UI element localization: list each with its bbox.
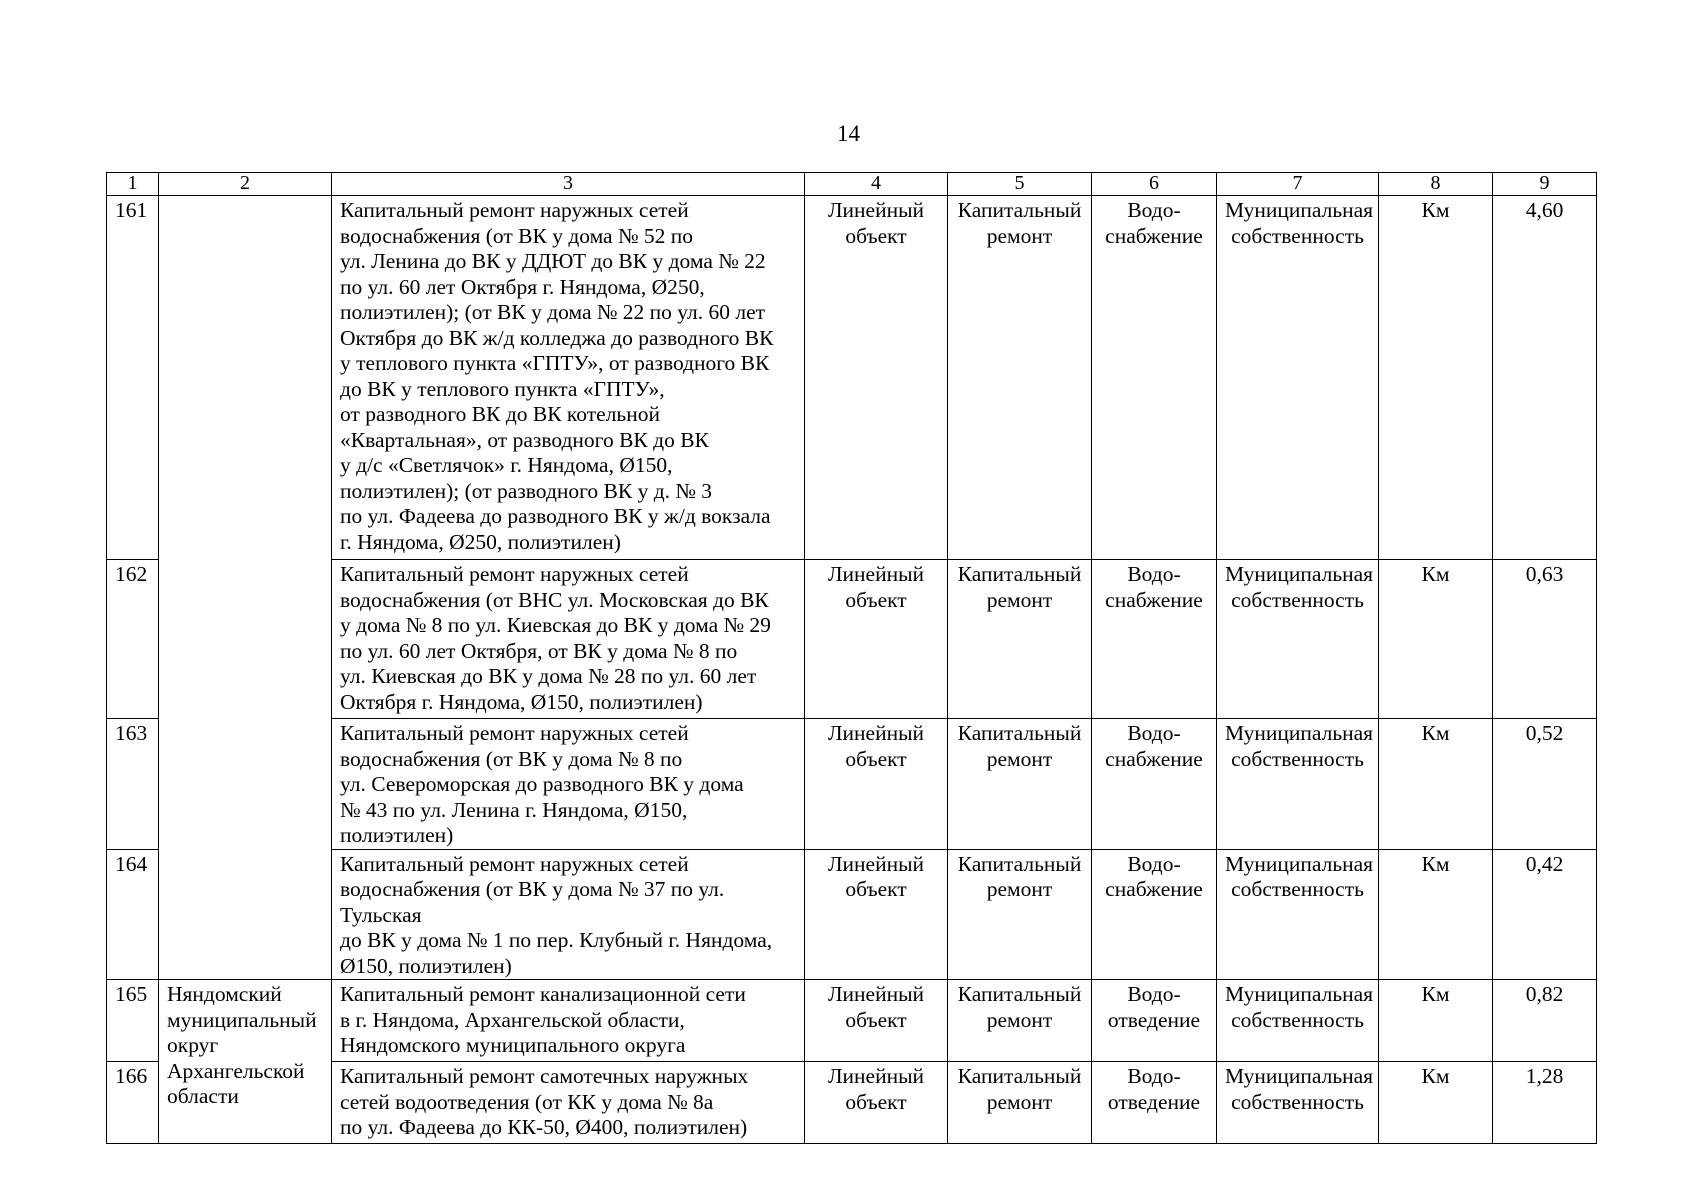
row-sector: Водо- снабжение	[1092, 560, 1217, 719]
column-header: 8	[1379, 173, 1493, 196]
row-sector: Водо- отведение	[1092, 1062, 1217, 1144]
row-number: 164	[107, 849, 159, 980]
column-header: 6	[1092, 173, 1217, 196]
row-object-type: Линейный объект	[805, 196, 948, 560]
row-work-type: Капитальный ремонт	[948, 849, 1092, 980]
row-value: 0,82	[1493, 980, 1597, 1062]
row-description: Капитальный ремонт наружных сетей водоснабжения (от ВНС ул. Московская до ВК у дома № 8 по ул. Киевская до ВК у дома № 29 по ул. 60 лет Октября, от ВК у дома № 8 по ул. Киевская до ВК у дома № 28 по ул. 60 лет Октября г. Няндома, Ø150, полиэтилен)	[332, 560, 805, 719]
row-work-type: Капитальный ремонт	[948, 980, 1092, 1062]
row-value: 1,28	[1493, 1062, 1597, 1144]
row-unit: Км	[1379, 980, 1493, 1062]
row-unit: Км	[1379, 849, 1493, 980]
row-work-type: Капитальный ремонт	[948, 196, 1092, 560]
row-number: 162	[107, 560, 159, 719]
row-description: Капитальный ремонт самотечных наружных сетей водоотведения (от КК у дома № 8а по ул. Фадеева до КК-50, Ø400, полиэтилен)	[332, 1062, 805, 1144]
row-unit: Км	[1379, 560, 1493, 719]
row-work-type: Капитальный ремонт	[948, 560, 1092, 719]
row-unit: Км	[1379, 1062, 1493, 1144]
row-number: 161	[107, 196, 159, 560]
row-number: 163	[107, 719, 159, 850]
row-sector: Водо- снабжение	[1092, 849, 1217, 980]
table-row	[107, 980, 1597, 1062]
row-sector: Водо- снабжение	[1092, 719, 1217, 850]
column-header: 3	[332, 173, 805, 196]
column-header-row	[107, 173, 1597, 196]
group-cell-municipality: Няндомский муниципальный округ Архангельской области	[159, 980, 332, 1144]
row-object-type: Линейный объект	[805, 719, 948, 850]
row-number: 165	[107, 980, 159, 1062]
row-work-type: Капитальный ремонт	[948, 719, 1092, 850]
row-value: 4,60	[1493, 196, 1597, 560]
row-description: Капитальный ремонт наружных сетей водоснабжения (от ВК у дома № 52 по ул. Ленина до ВК у ДДЮТ до ВК у дома № 22 по ул. 60 лет Октября г. Няндома, Ø250, полиэтилен); (от ВК у дома № 22 по ул. 60 лет Октября до ВК ж/д колледжа до разводного ВК у теплового пункта «ГПТУ», от разводного ВК до ВК у теплового пункта «ГПТУ», от разводного ВК до ВК котельной «Квартальная», от разводного ВК до ВК у д/с «Светлячок» г. Няндома, Ø150, полиэтилен); (от разводного ВК у д. № 3 по ул. Фадеева до разводного ВК у ж/д вокзала г. Няндома, Ø250, полиэтилен)	[332, 196, 805, 560]
row-sector: Водо- снабжение	[1092, 196, 1217, 560]
row-object-type: Линейный объект	[805, 849, 948, 980]
page-number: 14	[837, 121, 860, 146]
row-description: Капитальный ремонт наружных сетей водоснабжения (от ВК у дома № 8 по ул. Североморская до разводного ВК у дома № 43 по ул. Ленина г. Няндома, Ø150, полиэтилен)	[332, 719, 805, 850]
table-row	[107, 196, 1597, 560]
row-description: Капитальный ремонт наружных сетей водоснабжения (от ВК у дома № 37 по ул. Тульская до ВК у дома № 1 по пер. Клубный г. Няндома, Ø150, полиэтилен)	[332, 849, 805, 980]
row-object-type: Линейный объект	[805, 1062, 948, 1144]
row-unit: Км	[1379, 719, 1493, 850]
row-description: Капитальный ремонт канализационной сети в г. Няндома, Архангельской области, Няндомского муниципального округа	[332, 980, 805, 1062]
row-ownership: Муниципальная собственность	[1217, 560, 1379, 719]
column-header: 1	[107, 173, 159, 196]
row-ownership: Муниципальная собственность	[1217, 1062, 1379, 1144]
row-ownership: Муниципальная собственность	[1217, 719, 1379, 850]
row-ownership: Муниципальная собственность	[1217, 196, 1379, 560]
row-ownership: Муниципальная собственность	[1217, 980, 1379, 1062]
column-header: 2	[159, 173, 332, 196]
row-number: 166	[107, 1062, 159, 1144]
row-value: 0,42	[1493, 849, 1597, 980]
column-header: 4	[805, 173, 948, 196]
column-header: 5	[948, 173, 1092, 196]
column-header: 7	[1217, 173, 1379, 196]
row-object-type: Линейный объект	[805, 980, 948, 1062]
row-ownership: Муниципальная собственность	[1217, 849, 1379, 980]
row-value: 0,63	[1493, 560, 1597, 719]
row-sector: Водо- отведение	[1092, 980, 1217, 1062]
row-object-type: Линейный объект	[805, 560, 948, 719]
row-value: 0,52	[1493, 719, 1597, 850]
group-cell-empty	[159, 196, 332, 980]
column-header: 9	[1493, 173, 1597, 196]
data-table	[106, 172, 1597, 1144]
row-unit: Км	[1379, 196, 1493, 560]
row-work-type: Капитальный ремонт	[948, 1062, 1092, 1144]
